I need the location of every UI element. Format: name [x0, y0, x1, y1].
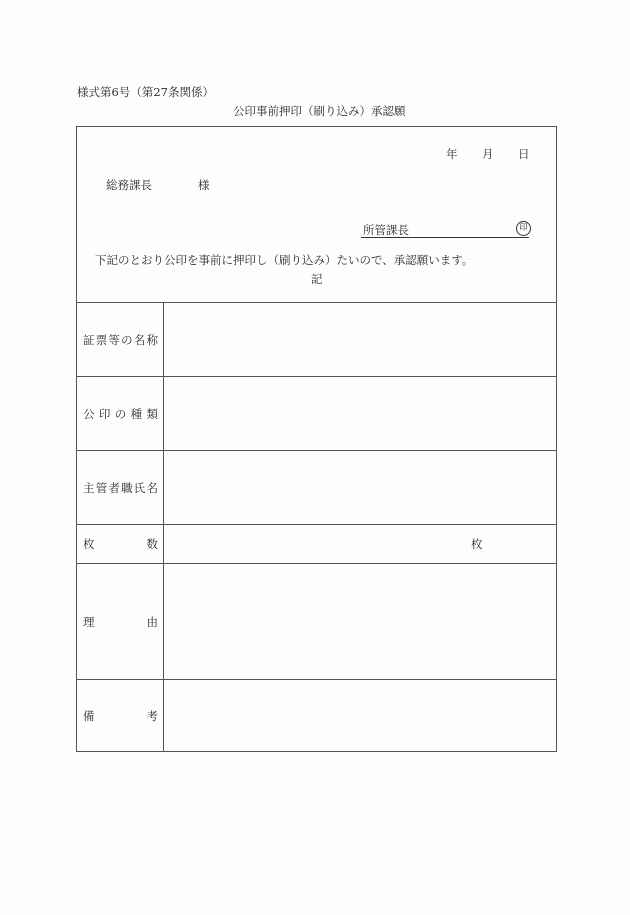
row-label: 理 由 — [77, 564, 164, 679]
date-year-field[interactable] — [446, 146, 482, 162]
ki-marker: 記 — [311, 272, 323, 286]
table-row-remarks — [77, 679, 556, 751]
request-text: 下記のとおり公印を事前に押印し（刷り込み）たいので、承認願います。 — [95, 253, 474, 267]
date-line — [446, 146, 530, 162]
table-row-certificate-name — [77, 302, 556, 376]
addressee — [106, 177, 210, 193]
date-day-field[interactable] — [518, 146, 530, 162]
row-label: 公 印 の 種 類 — [77, 377, 164, 450]
table-row-manager-name — [77, 450, 556, 524]
seal-type-field[interactable] — [164, 377, 556, 450]
form-number: 様式第6号（第27条関係） — [77, 85, 214, 99]
document-title: 公印事前押印（刷り込み）承認願 — [233, 104, 406, 118]
table-row-sheet-count — [77, 524, 556, 563]
row-label: 主 管 者 職 氏 名 — [77, 451, 164, 524]
sheet-unit-label: 枚 — [471, 537, 483, 551]
day-label: 日 — [518, 147, 530, 161]
applicant-signature-field[interactable] — [361, 220, 529, 238]
manager-name-field[interactable] — [164, 451, 556, 524]
table-row-seal-type — [77, 376, 556, 450]
row-label: 証 票 等 の 名 称 — [77, 303, 164, 376]
seal-icon: 印 — [516, 221, 531, 236]
header-section — [77, 127, 556, 302]
sheet-count-field[interactable] — [164, 525, 556, 563]
applicant-label: 所管課長 — [363, 223, 409, 237]
table-row-reason — [77, 563, 556, 679]
addressee-name: 総務課長 — [106, 178, 152, 192]
row-label: 枚 数 — [77, 525, 164, 563]
year-label: 年 — [446, 147, 458, 161]
month-label: 月 — [482, 147, 494, 161]
row-label: 備 考 — [77, 680, 164, 751]
remarks-field[interactable] — [164, 680, 556, 751]
reason-field[interactable] — [164, 564, 556, 679]
certificate-name-field[interactable] — [164, 303, 556, 376]
form-table — [76, 126, 557, 752]
addressee-honorific: 様 — [198, 178, 210, 192]
date-month-field[interactable] — [482, 146, 518, 162]
